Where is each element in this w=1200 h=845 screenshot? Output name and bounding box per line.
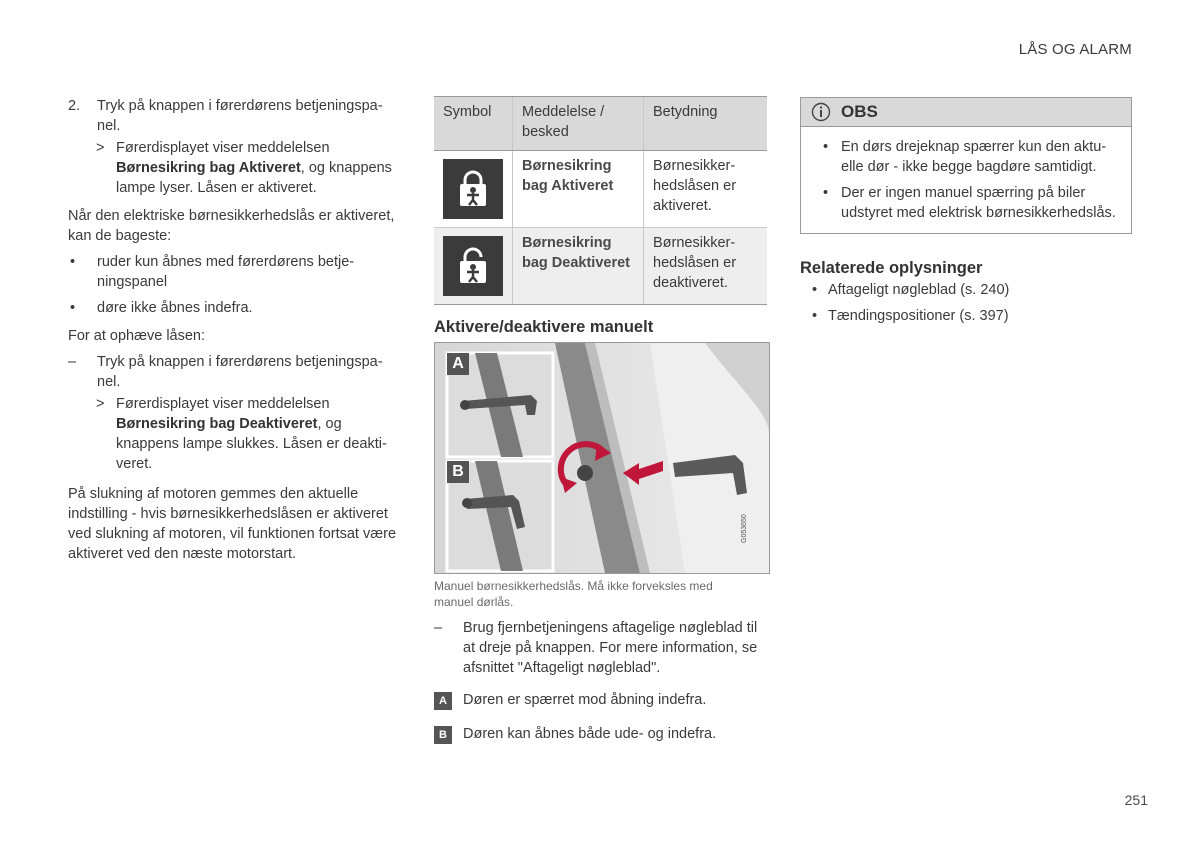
note-box [800, 97, 1132, 234]
related-link-aftageligt-noegleblad[interactable] [800, 280, 1130, 300]
inset-label-b: B [447, 461, 469, 483]
note-header [801, 98, 1131, 127]
manual-steps [434, 618, 768, 744]
related-link-text[interactable]: Aftageligt nøgleblad (s. 240) [828, 282, 1010, 298]
inset-label-a: A [447, 353, 469, 375]
door-lock-drawing [435, 343, 769, 573]
result-message: Børnesikring bag Deaktiveret [116, 416, 318, 432]
list-item [68, 298, 398, 318]
badge-b: B [434, 726, 452, 744]
table-cell-meaning: Børnesikkerhedslåsen er aktiveret. [644, 151, 768, 228]
note-body [801, 127, 1131, 233]
table-cell-meaning: Børnesikkerhedslåsen er deaktiveret. [644, 228, 768, 305]
list-item [68, 252, 398, 292]
table-cell-message: Børnesikring bag Aktiveret [513, 151, 644, 228]
step-text: Tryk på knappen i førerdørens betjeningspanel. [97, 354, 383, 390]
related-link-taendingspositioner[interactable] [800, 306, 1130, 326]
table-header-symbol: Symbol [434, 97, 513, 151]
paragraph-engine-off: På slukning af motoren gemmes den aktuelle indstilling - hvis børnesikkerhedslåsen er aktiveret ved slukning af motoren, vil funktionen fortsat være aktiveret ved den næste motorstart. [68, 486, 397, 562]
related-info [800, 258, 1130, 326]
bullet: • [823, 185, 829, 201]
bullet: • [812, 282, 818, 298]
left-column [68, 96, 398, 564]
badge-a: A [434, 692, 452, 710]
bullet: • [823, 139, 829, 155]
bullet: • [70, 300, 76, 316]
table-cell-message: Børnesikring bag Deaktiveret [513, 228, 644, 305]
result-text-end: , og knappens lampe lyser. Låsen er aktiveret. [116, 160, 392, 196]
paragraph-effects: Når den elektriske børnesikkerhedslås er aktiveret, kan de bageste: [68, 208, 395, 244]
related-link-text[interactable]: Tændingspositioner (s. 397) [828, 308, 1009, 324]
note-title: OBS [841, 102, 878, 121]
child-lock-locked-icon [443, 159, 503, 219]
table-header-message: Meddelelse / besked [513, 97, 644, 151]
dash: – [68, 354, 77, 370]
result-text: Førerdisplayet viser meddelelsen [116, 396, 330, 412]
door-lock-illustration [434, 342, 770, 574]
related-heading: Relaterede oplysninger [800, 259, 983, 277]
page-number: 251 [1124, 792, 1148, 808]
list-item [813, 183, 1121, 223]
list-item [434, 690, 768, 710]
list-item-text: døre ikke åbnes indefra. [97, 300, 253, 316]
list-item [813, 137, 1121, 177]
step-2 [68, 96, 398, 136]
result-text: Førerdisplayet viser meddelelsen [116, 140, 330, 156]
step-number: 2. [68, 98, 81, 114]
dash-step-result [68, 394, 398, 474]
bullet: • [70, 254, 76, 270]
result-text-end: , og knappens lampe slukkes. Låsen er deaktiveret. [116, 416, 387, 472]
table-header-meaning: Betydning [644, 97, 768, 151]
symbol-table [434, 96, 767, 305]
section-heading: Aktivere/deaktivere manuelt [434, 318, 654, 336]
dash-step [68, 352, 398, 392]
figure-code: G053650 [741, 514, 748, 543]
step-text: Brug fjernbetjeningens aftagelige nøgleblad til at dreje på knappen. For mere information, se afsnittet "Aftageligt nøgleblad". [463, 620, 758, 676]
step-text: Tryk på knappen i førerdørens betjeningspanel. [97, 98, 383, 134]
list-item-text: En dørs drejeknap spærrer kun den aktuelle dør - ikke begge bagdøre samtidigt. [841, 139, 1107, 175]
list-item-text: Døren kan åbnes både ude- og indefra. [463, 726, 717, 742]
table-row [434, 228, 767, 305]
dash-step [434, 618, 768, 678]
list-item-text: Der er ingen manuel spærring på biler udstyret med elektrisk børnesikkerhedslås. [841, 185, 1116, 221]
list-item [434, 724, 768, 744]
paragraph-cancel: For at ophæve låsen: [68, 328, 206, 344]
table-cell-symbol [434, 228, 513, 305]
page-header-title: LÅS OG ALARM [1018, 41, 1132, 58]
dash: – [434, 620, 443, 636]
info-icon [811, 102, 831, 122]
result-arrow: > [96, 396, 105, 412]
list-item-text: Døren er spærret mod åbning indefra. [463, 692, 707, 708]
table-cell-symbol [434, 151, 513, 228]
child-lock-unlocked-icon [443, 236, 503, 296]
list-item-text: ruder kun åbnes med førerdørens betjeningspanel [97, 254, 355, 290]
figure-caption: Manuel børnesikkerhedslås. Må ikke forveksles med manuel dørlås. [434, 579, 713, 609]
bullet: • [812, 308, 818, 324]
table-row [434, 151, 767, 228]
result-message: Børnesikring bag Aktiveret [116, 160, 301, 176]
step-2-result [68, 138, 398, 198]
result-arrow: > [96, 140, 105, 156]
